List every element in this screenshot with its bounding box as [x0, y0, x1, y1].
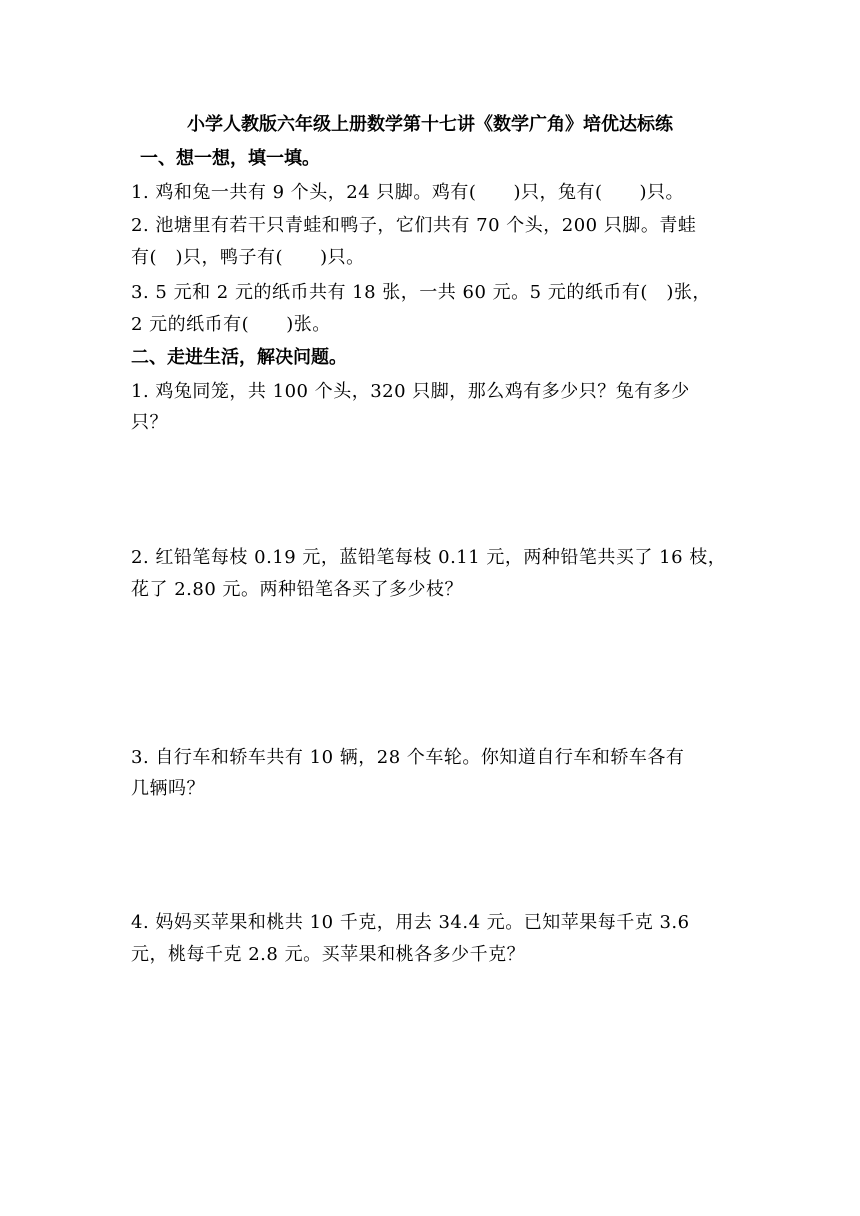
- problem-2-line-2: 花了 2.80 元。两种铅笔各买了多少枝？: [131, 579, 464, 600]
- problem-4-line-2: 元，桃每千克 2.8 元。买苹果和桃各多少千克？: [131, 944, 526, 965]
- document-title: 小学人教版六年级上册数学第十七讲《数学广角》培优达标练: [187, 114, 673, 135]
- problem-2-line-1: 2. 红铅笔每枝 0.19 元，蓝铅笔每枝 0.11 元，两种铅笔共买了 16 枝，: [131, 547, 727, 568]
- fill-question-3-line-1: 3. 5 元和 2 元的纸币共有 18 张，一共 60 元。5 元的纸币有( )张，: [131, 282, 711, 303]
- fill-question-2-line-1: 2. 池塘里有若干只青蛙和鸭子，它们共有 70 个头，200 只脚。青蛙: [131, 215, 697, 236]
- problem-3-line-2: 几辆吗？: [131, 778, 205, 799]
- problem-1-line-1: 1. 鸡兔同笼，共 100 个头，320 只脚，那么鸡有多少只？兔有多少: [131, 381, 690, 402]
- fill-question-1: 1. 鸡和兔一共有 9 个头，24 只脚。鸡有( )只，兔有( )只。: [131, 182, 685, 203]
- fill-question-2-line-2: 有( )只，鸭子有( )只。: [131, 247, 365, 268]
- problem-3-line-1: 3. 自行车和轿车共有 10 辆，28 个车轮。你知道自行车和轿车各有: [131, 747, 685, 768]
- section-1-heading: 一、想一想，填一填。: [140, 148, 320, 169]
- problem-4-line-1: 4. 妈妈买苹果和桃共 10 千克，用去 34.4 元。已知苹果每千克 3.6: [131, 912, 690, 933]
- fill-question-3-line-2: 2 元的纸币有( )张。: [131, 314, 331, 335]
- problem-1-line-2: 只？: [131, 412, 168, 433]
- section-2-heading: 二、走进生活，解决问题。: [131, 347, 347, 368]
